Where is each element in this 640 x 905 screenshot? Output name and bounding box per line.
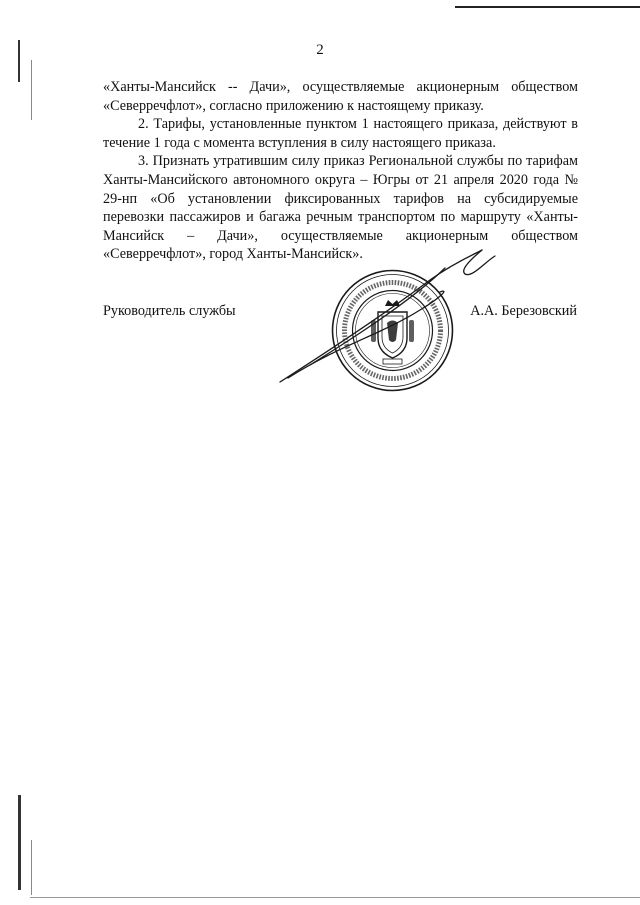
signatory-name: А.А. Березовский — [470, 303, 577, 319]
scan-artifact-top — [455, 6, 640, 8]
scan-artifact-left-thin-bottom — [31, 840, 32, 895]
page-number: 2 — [316, 42, 324, 58]
paragraph-2: 2. Тарифы, установленные пунктом 1 настоящего приказа, действуют в течение 1 года с момента вступления в силу настоящего приказа. — [103, 116, 578, 151]
scan-artifact-left-thin — [31, 60, 32, 120]
paragraph-continuation: «Ханты-Мансийск -- Дачи», осуществляемые акционерным обществом «Северречфлот», согласно приложению к настоящему приказу. — [103, 79, 578, 114]
document-body — [103, 78, 578, 264]
signatory-role: Руководитель службы — [103, 303, 236, 319]
scan-artifact-bottom — [30, 897, 640, 898]
paragraph-3: 3. Признать утратившим силу приказ Региональной службы по тарифам Ханты-Мансийского автономного округа – Югры от 21 апреля 2020 года № 29-нп «Об установлении фиксированных тарифов на субсидируемые перевозки пассажиров и багажа речным транспортом по маршруту «Ханты-Мансийск – Дачи», осуществляемые акционерным обществом «Северречфлот», город Ханты-Мансийск». — [103, 153, 578, 263]
scan-artifact-left-bottom — [18, 795, 21, 890]
handwritten-signature-icon — [270, 240, 510, 390]
